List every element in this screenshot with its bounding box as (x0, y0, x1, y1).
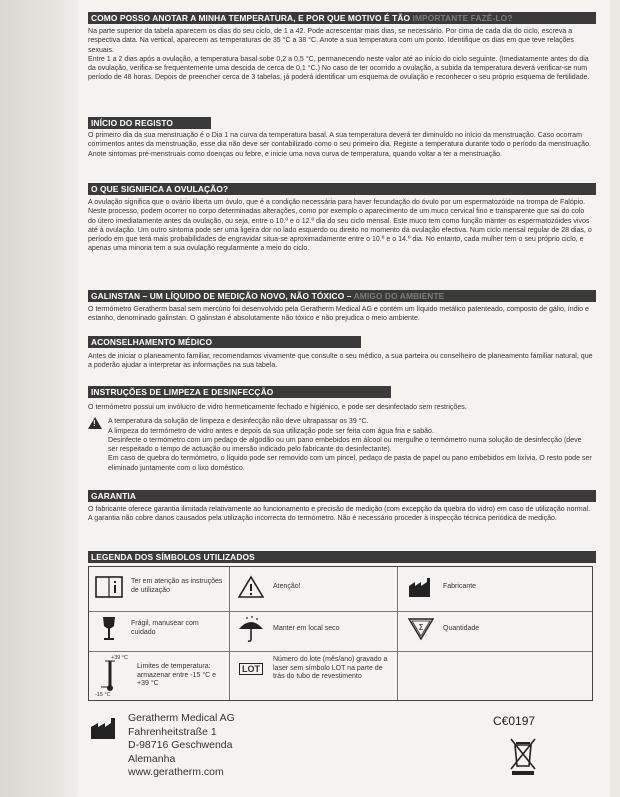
paragraph: Na parte superior da tabela aparecem os dias do seu ciclo, de 1 a 42. Pode acrescentar mais dias, se necessário. Por cima de cada dia do ciclo, escreva a respectiva data. Na vertical, aparecem as temperaturas de 35 °C a 38 °C. Anote a sua temperatura com um ponto. Identifique os dias em que teve relações sexuais. (88, 28, 574, 54)
section-title-temperature (88, 12, 596, 24)
legend-text: Limites de temperatura: armazenar entre -15 °C e +39 °C (137, 662, 217, 688)
section-body-ovulacao (88, 198, 593, 254)
symbol-legend-table (88, 566, 593, 701)
section-title-ovulacao (88, 183, 596, 195)
legend-text: Número do lote (mês/ano) gravado a laser sem símbolo LOT na parte de trás do tubo de revestimento (273, 655, 388, 681)
section-body-registo (88, 131, 593, 159)
lot-icon (237, 655, 265, 683)
warning-block (88, 417, 593, 473)
warning-triangle-icon (88, 417, 102, 429)
paragraph: A temperatura da solução de limpeza e desinfecção não deve ultrapassar os 39 °C. (108, 418, 369, 426)
section-body-limpeza (88, 403, 593, 473)
fragile-glass-icon (95, 615, 123, 643)
website: www.geratherm.com (128, 766, 224, 779)
title-part-b: IMPORTANTE FAZÊ-LO? (412, 13, 513, 23)
section-title-garantia (88, 490, 596, 502)
legend-text: Fabricante (443, 582, 477, 590)
svg-text:Σ: Σ (418, 623, 424, 632)
legend-text: Atenção! (273, 582, 301, 590)
umbrella-icon (237, 615, 265, 643)
ce-mark: C€0197 (493, 714, 536, 728)
manufacturer-block (88, 712, 593, 792)
title-text: ACONSELHAMENTO MÉDICO (91, 337, 213, 347)
city: D-98716 Geschwenda (128, 739, 233, 752)
legend-item-manufacturer (407, 573, 587, 601)
temperature-limit-icon (95, 655, 129, 697)
section-title-medico (88, 336, 361, 348)
section-body-medico (88, 352, 593, 371)
country: Alemanha (128, 752, 176, 765)
legend-text: Ter em atenção as instruções de utilização (131, 578, 223, 594)
temp-high-label: +39 °C (111, 655, 129, 661)
section-title-registo (88, 117, 211, 129)
title-part-a: COMO POSSO ANOTAR A MINHA TEMPERATURA, E POR QUE MOTIVO É TÃO (91, 13, 411, 23)
warning-triangle-icon (237, 573, 265, 601)
section-title-legenda (88, 551, 596, 563)
paragraph: Em caso de quebra do termómetro, o líquido pode ser removido com um pincel, pedaço de pasta de papel ou pano embebidos em lixívia. O resto pode ser eliminado juntamente com o lixo doméstico. (108, 455, 592, 472)
factory-icon (407, 573, 435, 601)
legend-item-quantity (407, 615, 587, 643)
paragraph: O termómetro possui um invólucro de vidro hermeticamente fechado e higiénico, e pode ser desinfectado sem restrições. (88, 404, 467, 411)
manufacturer-address (128, 712, 235, 780)
title-text: O QUE SIGNIFICA A OVULAÇÃO? (91, 184, 229, 194)
factory-icon (90, 716, 118, 745)
legend-item-instructions (95, 573, 225, 601)
info-book-icon (95, 573, 123, 601)
paragraph: Entre 1 a 2 dias após a ovulação, a temperatura basal sobe 0,2 a 0,5 °C, permanecendo neste valor até ao início do ciclo seguinte. (Imediatamente antes do dia da ovulação, verifica-se frequentemente uma descida de cerca de 0,1 °C.) No caso de ter ocorrido a ovulação, a subida da temperatura deverá verificar-se num período de 48 horas. Depois de preencher cerca de 3 tabelas, já poderá identificar um esquema de ovulação e reconhecer o seu próprio esquema de fertilidade. (88, 55, 590, 82)
paragraph: A ovulação significa que o ovário liberta um óvulo, que é a condição necessária para haver fecundação do óvulo por um espermatozóide na trompa de Falópio. Neste processo, podem ocorrer no corpo determinadas alterações, como por exemplo o aparecimento de um muco cervical fino e transparente que sai do colo do útero imediatamente antes da ovulação, ou seja, entre o 10.º e o 12.º dia do seu ciclo mensal. Este muco tem como função manter os espermatozóides vivos até à ovulação. Um outro sintoma pode ser uma ligeira dor no lado esquerdo ou direito no momento da ovulação efectiva. Num ciclo mensal regular de 28 dias, o período em que terá mais probabilidades de engravidar situa-se aproximadamente entre o 10.º e o 14.º dia. No entanto, cada mulher tem o seu próprio ciclo, e apenas uma minoria tem a sua ovulação regularmente a meio do ciclo. (88, 199, 592, 253)
legend-item-temperature-limits (95, 655, 225, 697)
legend-item-lot (237, 655, 395, 683)
title-text: LEGENDA DOS SÍMBOLOS UTILIZADOS (91, 552, 255, 562)
legend-text: Manter em local seco (273, 624, 340, 632)
paragraph: O fabricante oferece garantia ilimitada relativamente ao funcionamento e precisão de medição (com excepção da quebra do vidro) em caso de utilização normal. A garantia não cobre danos causados pela utilização incorrecta do termómetro. Não é necessário proceder à inspecção técnica periódica de medição. (88, 506, 591, 523)
title-part-a: GALINSTAN – UM LÍQUIDO DE MEDIÇÃO NOVO, NÃO TÓXICO – (91, 291, 352, 301)
legend-item-attention (237, 573, 392, 601)
legend-text: Quantidade (443, 624, 480, 632)
paragraph: Desinfecte o termómetro com um pedaço de algodão ou um pano embebidos em álcool ou mergulhe o termómetro numa solução de desinfecção (deve ser respeitado o tempo de actuação ou imersão indicado pelo fabricante do desinfectante). (108, 436, 582, 454)
section-title-limpeza (88, 386, 391, 398)
paragraph: O primeiro dia da sua menstruação é o Dia 1 na curva da temperatura basal. A sua temperatura deverá ter diminuído no início da menstruação. Caso ocorram corrimentos antes da menstruação, esse dia não deve ser contabilizado como o seu primeiro dia. Registe a temperatura durante todo o período da menstruação. Anote sintomas pré-menstruais como doenças ou febre, e inicie uma nova curva de temperatura, quando voltar a ter a menstruação. (88, 132, 591, 158)
title-part-b: AMIGO DO AMBIENTE (353, 291, 445, 301)
section-title-galinstan (88, 290, 596, 302)
paragraph: O termómetro Geratherm basal sem mercúrio foi desenvolvido pela Geratherm Medical AG e contém um líquido metálico patenteado, composto de gálio, índio e estanho, denominado galinstan. O galinstan é absolutamente não tóxico e não prejudica o meio ambiente. (88, 306, 589, 323)
section-body-galinstan (88, 305, 593, 324)
weee-bin-icon (508, 736, 538, 781)
legend-text: Frágil, manusear com cuidado (131, 620, 199, 636)
title-text: INÍCIO DO REGISTO (91, 118, 174, 128)
title-text: INSTRUÇÕES DE LIMPEZA E DESINFECÇÃO (91, 387, 274, 397)
paragraph: Antes de iniciar o planeamento familiar, recomendamos vivamente que consulte o seu médico, a sua parteira ou conselheiro de planeamento familiar natural, que a poderão ajudar a interpretar as informações na sua tabela. (88, 353, 593, 370)
company-name: Geratherm Medical AG (128, 712, 235, 724)
quantity-icon (407, 615, 435, 643)
lot-label: LOT (239, 663, 263, 676)
paragraph: A limpeza do termómetro de vidro antes e depois da sua utilização pode ser feita com água fria e sabão. (108, 427, 434, 435)
legend-item-keep-dry (237, 615, 392, 643)
page-fold-shadow (0, 0, 78, 797)
section-body-temperature (88, 27, 593, 83)
temp-low-label: -15 °C (95, 692, 111, 698)
legend-item-fragile (95, 615, 225, 643)
street: Fahrenheitstraße 1 (128, 725, 217, 738)
section-body-garantia (88, 505, 593, 524)
title-text: GARANTIA (91, 491, 136, 501)
